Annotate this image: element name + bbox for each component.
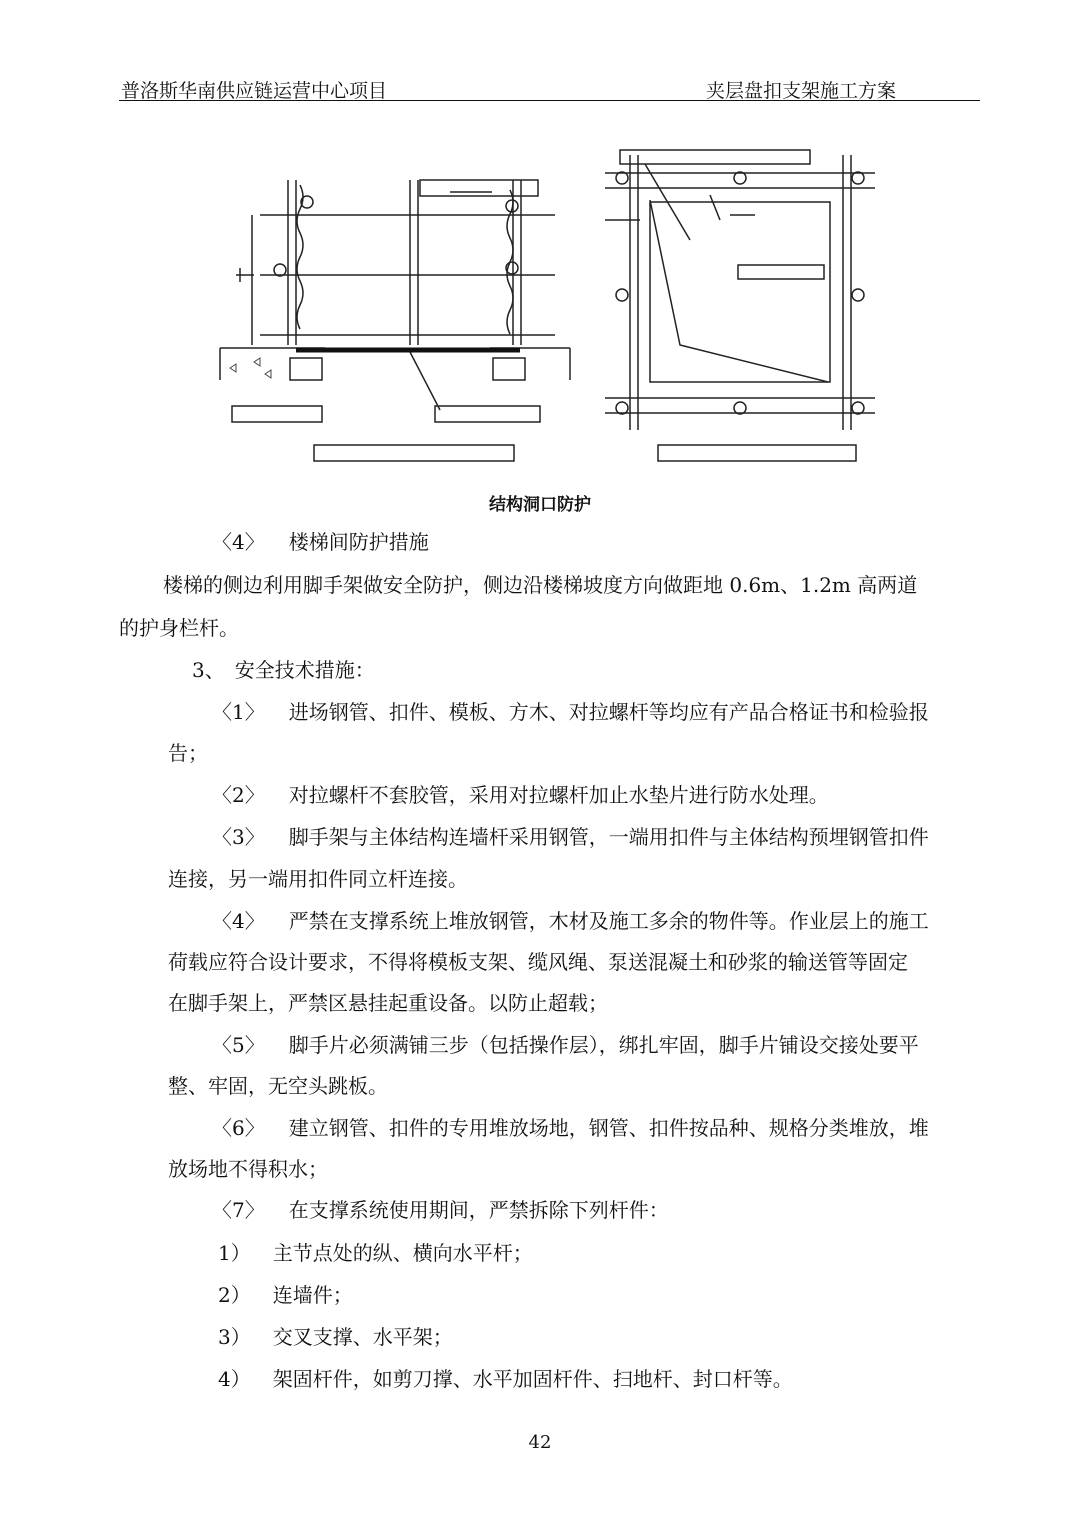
measure-6-line-1: 〈6〉 建立钢管、扣件的专用堆放场地，钢管、扣件按品种、规格分类堆放，堆	[212, 1116, 929, 1140]
measure-5-line-1: 〈5〉 脚手片必须满铺三步（包括操作层），绑扎牢固，脚手片铺设交接处要平	[212, 1033, 919, 1057]
sub-item-2-number: 2）	[218, 1283, 251, 1307]
measure-1-line-1: 〈1〉 进场钢管、扣件、模板、方木、对拉螺杆等均应有产品合格证书和检验报	[212, 700, 929, 724]
measure-3-line-2: 连接，另一端用扣件同立杆连接。	[168, 867, 468, 891]
opening-protection-figure	[210, 140, 890, 470]
sub-item-3: 3） 交叉支撑、水平架；	[218, 1325, 453, 1349]
section-3-heading	[192, 655, 375, 685]
sub-item-4-number: 4）	[218, 1367, 251, 1391]
measure-4-line-1: 〈4〉 严禁在支撑系统上堆放钢管，木材及施工多余的物件等。作业层上的施工	[212, 909, 929, 933]
measure-4-number: 〈4〉	[212, 909, 265, 933]
measure-4-line-3: 在脚手架上，严禁区悬挂起重设备。以防止超载；	[168, 991, 608, 1015]
measure-7-line-1: 〈7〉 在支撑系统使用期间，严禁拆除下列杆件：	[212, 1198, 669, 1222]
header-project-name: 普洛斯华南供应链运营中心项目	[121, 80, 388, 102]
sub-item-4: 4） 架固杆件，如剪刀撑、水平加固杆件、扫地杆、封口杆等。	[218, 1367, 793, 1391]
header-rule	[119, 100, 980, 101]
measure-1-number: 〈1〉	[212, 700, 265, 724]
section-3-title: 安全技术措施：	[234, 658, 375, 682]
page-number: 42	[528, 1432, 552, 1453]
measure-6-number: 〈6〉	[212, 1116, 265, 1140]
measure-3-line-1: 〈3〉 脚手架与主体结构连墙杆采用钢管，一端用扣件与主体结构预埋钢管扣件	[212, 825, 929, 849]
measure-3-number: 〈3〉	[212, 825, 265, 849]
section-3-number: 3、	[192, 658, 225, 682]
header-document-title: 夹层盘扣支架施工方案	[706, 80, 897, 102]
sub-item-1-number: 1）	[218, 1241, 251, 1265]
measure-5-line-2: 整、牢固，无空头跳板。	[168, 1074, 388, 1098]
measure-5-number: 〈5〉	[212, 1033, 265, 1057]
section-4-paragraph-line-1: 楼梯的侧边利用脚手架做安全防护，侧边沿楼梯坡度方向做距地 0.6m、1.2m 高两道	[163, 573, 918, 597]
sub-item-2: 2） 连墙件；	[218, 1283, 353, 1307]
section-4-paragraph-line-2: 的护身栏杆。	[119, 616, 239, 640]
section-4-heading	[212, 527, 429, 557]
sub-item-1: 1） 主节点处的纵、横向水平杆；	[218, 1241, 533, 1265]
section-4-number: 〈4〉	[212, 530, 265, 554]
measure-1-line-2: 告；	[168, 741, 208, 765]
measure-6-line-2: 放场地不得积水；	[168, 1157, 328, 1181]
measure-2-line-1: 〈2〉 对拉螺杆不套胶管，采用对拉螺杆加止水垫片进行防水处理。	[212, 783, 829, 807]
measure-7-number: 〈7〉	[212, 1198, 265, 1222]
section-4-title: 楼梯间防护措施	[288, 530, 429, 554]
measure-4-line-2: 荷载应符合设计要求，不得将模板支架、缆风绳、泵送混凝土和砂浆的输送管等固定	[168, 950, 908, 974]
figure-caption: 结构洞口防护	[489, 495, 591, 515]
measure-2-number: 〈2〉	[212, 783, 265, 807]
sub-item-3-number: 3）	[218, 1325, 251, 1349]
